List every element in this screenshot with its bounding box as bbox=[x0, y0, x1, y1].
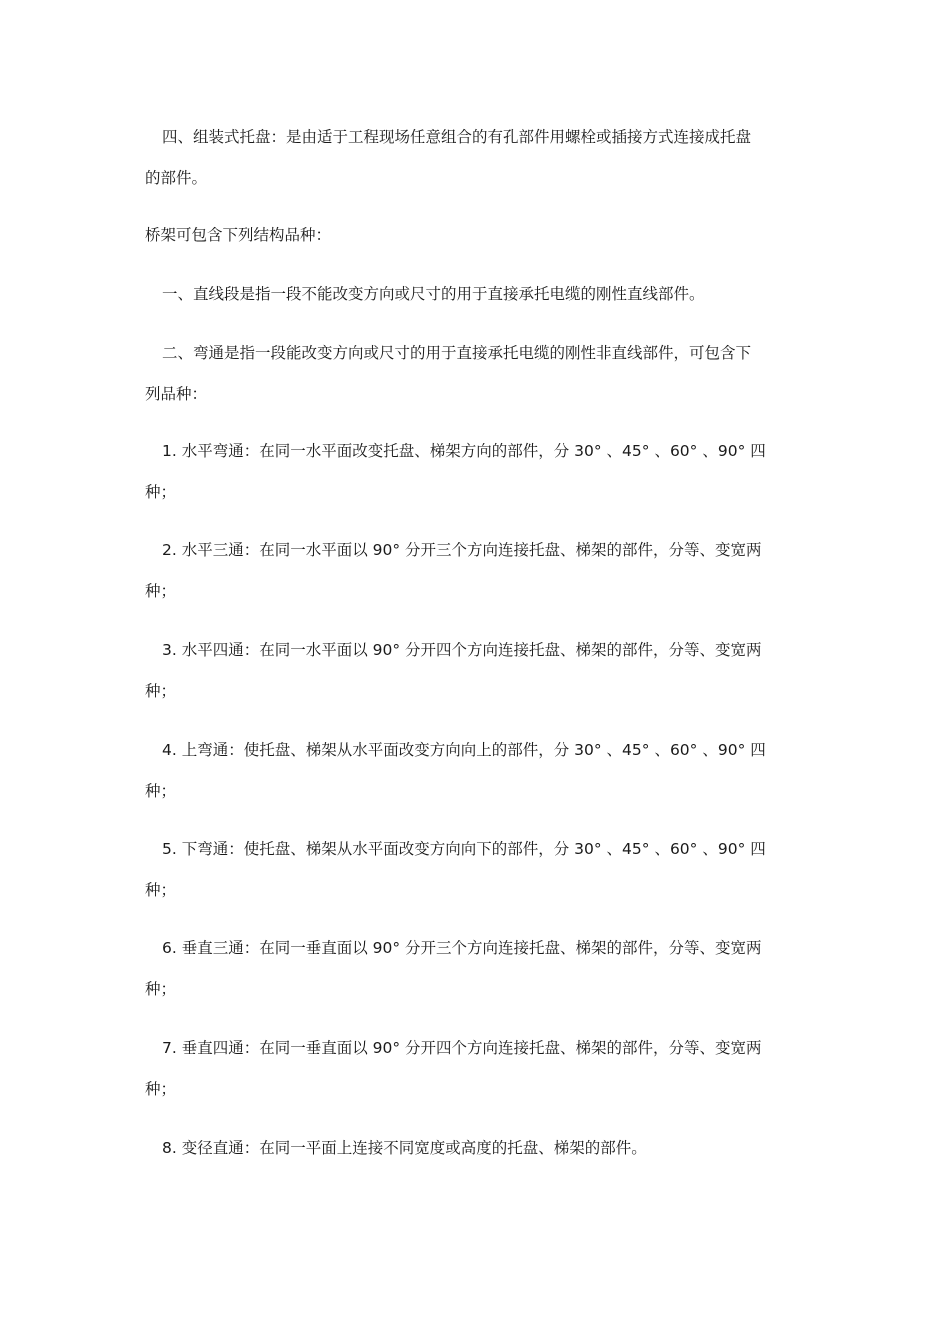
list-item-6 bbox=[145, 928, 805, 1010]
list-item-8 bbox=[145, 1128, 805, 1169]
paragraph-line: 7. 垂直四通：在同一垂直面以 90° 分开四个方向连接托盘、梯架的部件，分等、变宽两 bbox=[162, 1039, 762, 1057]
paragraph-line: 2. 水平三通：在同一水平面以 90° 分开三个方向连接托盘、梯架的部件，分等、变宽两 bbox=[162, 541, 762, 559]
paragraph-line: 种； bbox=[145, 1080, 177, 1098]
paragraph-line: 3. 水平四通：在同一水平面以 90° 分开四个方向连接托盘、梯架的部件，分等、变宽两 bbox=[162, 641, 762, 659]
paragraph-line: 种； bbox=[145, 782, 177, 800]
list-item-7 bbox=[145, 1028, 805, 1110]
list-item-3 bbox=[145, 630, 805, 712]
paragraph-line: 种； bbox=[145, 483, 177, 501]
paragraph-elbow bbox=[145, 333, 805, 415]
paragraph-line: 一、直线段是指一段不能改变方向或尺寸的用于直接承托电缆的刚性直线部件。 bbox=[162, 285, 705, 303]
paragraph-line: 种； bbox=[145, 980, 177, 998]
paragraph-line: 二、弯通是指一段能改变方向或尺寸的用于直接承托电缆的刚性非直线部件，可包含下 bbox=[162, 344, 752, 362]
paragraph-line: 四、组装式托盘：是由适于工程现场任意组合的有孔部件用螺栓或插接方式连接成托盘 bbox=[162, 128, 752, 146]
paragraph-line: 4. 上弯通：使托盘、梯架从水平面改变方向向上的部件，分 30° 、45° 、60° 、90° 四 bbox=[162, 741, 766, 759]
list-item-5 bbox=[145, 829, 805, 911]
paragraph-line: 6. 垂直三通：在同一垂直面以 90° 分开三个方向连接托盘、梯架的部件，分等、变宽两 bbox=[162, 939, 762, 957]
paragraph-line: 1. 水平弯通：在同一水平面改变托盘、梯架方向的部件，分 30° 、45° 、60° 、90° 四 bbox=[162, 442, 766, 460]
paragraph-line: 种； bbox=[145, 582, 177, 600]
paragraph-line: 桥架可包含下列结构品种： bbox=[145, 226, 332, 244]
list-item-2 bbox=[145, 530, 805, 612]
paragraph-line: 8. 变径直通：在同一平面上连接不同宽度或高度的托盘、梯架的部件。 bbox=[162, 1139, 647, 1157]
list-item-4 bbox=[145, 730, 805, 812]
paragraph-line: 5. 下弯通：使托盘、梯架从水平面改变方向向下的部件，分 30° 、45° 、60° 、90° 四 bbox=[162, 840, 766, 858]
paragraph-line: 的部件。 bbox=[145, 169, 208, 187]
paragraph-line: 种； bbox=[145, 881, 177, 899]
paragraph-line: 种； bbox=[145, 682, 177, 700]
paragraph-structure-intro bbox=[145, 215, 805, 256]
paragraph-assembled-tray bbox=[145, 117, 805, 199]
paragraph-line: 列品种： bbox=[145, 385, 208, 403]
list-item-1 bbox=[145, 431, 805, 513]
paragraph-straight-section bbox=[145, 274, 805, 315]
